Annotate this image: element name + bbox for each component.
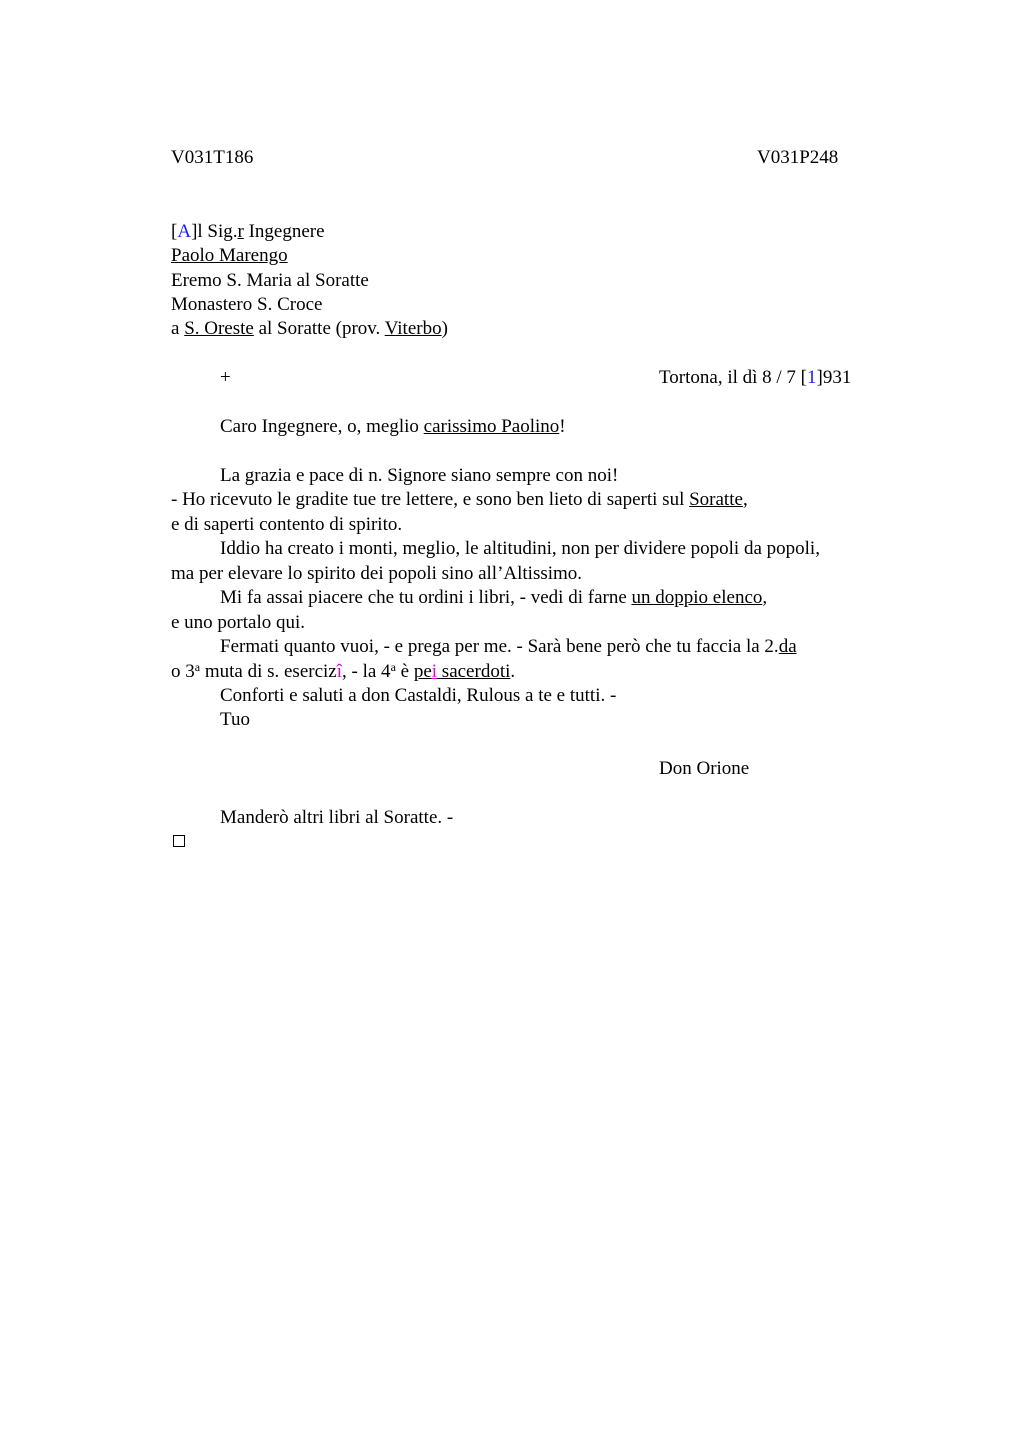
body-line: Conforti e saluti a don Castaldi, Rulous a te e tutti. - (220, 685, 617, 706)
signature: Don Orione (659, 758, 750, 779)
body-line: La grazia e pace di n. Signore siano sempre con noi! (220, 465, 619, 486)
date-place: Tortona, il dì 8 / 7 [1]931 (659, 367, 852, 388)
postscript: Manderò altri libri al Soratte. - (220, 807, 454, 828)
document-code-left: V031T186 (171, 147, 254, 168)
end-marker-box (173, 835, 185, 847)
address-line-3: Eremo S. Maria al Soratte (171, 270, 369, 291)
salutation: Caro Ingegnere, o, meglio carissimo Paolino! (220, 416, 566, 437)
document-code-right: V031P248 (757, 147, 839, 168)
body-line: Mi fa assai piacere che tu ordini i libri, - vedi di farne un doppio elenco, (220, 587, 768, 608)
body-line: Fermati quanto vuoi, - e prega per me. - Sarà bene però che tu faccia la 2.da (220, 636, 797, 657)
editorial-insertion: A (177, 221, 192, 242)
editorial-correction: i (431, 661, 438, 682)
body-line: - Ho ricevuto le gradite tue tre lettere, e sono ben lieto di saperti sul Soratte, (171, 489, 748, 510)
editorial-correction: î (336, 661, 343, 682)
address-line-1: [A]l Sig.r Ingegnere (171, 221, 325, 242)
address-line-5: a S. Oreste al Soratte (prov. Viterbo) (171, 318, 448, 339)
body-line: e uno portalo qui. (171, 612, 306, 633)
closing: Tuo (220, 709, 250, 730)
body-line: o 3$^a$ muta di s. esercizî, - la 4$^a$ è pei sacerdoti. (171, 660, 516, 682)
editorial-insertion: 1 (807, 367, 817, 388)
recipient-name: Paolo Marengo (171, 245, 288, 266)
body-line: Iddio ha creato i monti, meglio, le altitudini, non per dividere popoli da popoli, (220, 538, 820, 559)
body-line: e di saperti contento di spirito. (171, 514, 403, 535)
address-line-2 (171, 244, 288, 268)
address-line-4: Monastero S. Croce (171, 294, 323, 315)
body-line: ma per elevare lo spirito dei popoli sino all’Altissimo. (171, 563, 583, 584)
cross-mark: + (220, 367, 231, 388)
